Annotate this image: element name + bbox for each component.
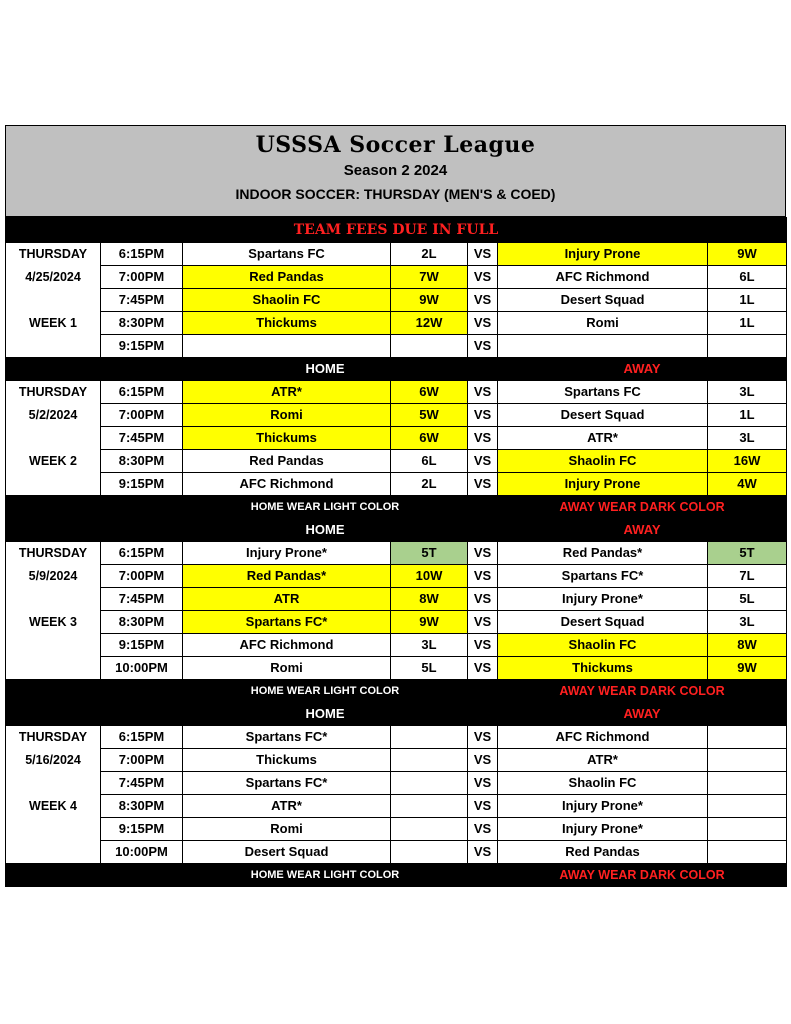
game-time: 9:15PM — [101, 634, 183, 657]
season-label: Season 2 2024 — [343, 162, 448, 179]
away-result — [708, 795, 787, 818]
league-title: USSSA Soccer League — [255, 132, 536, 158]
home-team: Romi — [183, 657, 391, 680]
match-row — [6, 611, 787, 634]
away-result: 16W — [708, 450, 787, 473]
vs-label: VS — [468, 749, 498, 772]
home-result — [391, 335, 468, 358]
fees-notice: TEAM FEES DUE IN FULL — [6, 218, 787, 243]
game-time: 6:15PM — [101, 542, 183, 565]
away-team: AFC Richmond — [498, 266, 708, 289]
away-team: Injury Prone* — [498, 795, 708, 818]
home-result — [391, 818, 468, 841]
away-team: Romi — [498, 312, 708, 335]
week-info-cell: 5/9/2024 — [6, 565, 101, 588]
week-info-cell: THURSDAY — [6, 243, 101, 266]
game-time: 7:00PM — [101, 749, 183, 772]
home-team: Romi — [183, 404, 391, 427]
game-time: 10:00PM — [101, 841, 183, 864]
bar-gap — [6, 358, 183, 381]
week-info-cell: 4/25/2024 — [6, 266, 101, 289]
home-label: HOME — [183, 358, 468, 381]
home-result: 2L — [391, 243, 468, 266]
week-info-cell — [6, 289, 101, 312]
away-team: Spartans FC* — [498, 565, 708, 588]
match-row — [6, 289, 787, 312]
game-time: 9:15PM — [101, 473, 183, 496]
vs-label: VS — [468, 312, 498, 335]
home-result: 9W — [391, 611, 468, 634]
vs-label: VS — [468, 427, 498, 450]
home-result: 5T — [391, 542, 468, 565]
away-result — [708, 749, 787, 772]
vs-label: VS — [468, 611, 498, 634]
match-row — [6, 404, 787, 427]
match-row — [6, 565, 787, 588]
week-info-cell — [6, 588, 101, 611]
week-info-cell: WEEK 1 — [6, 312, 101, 335]
bar-gap — [468, 703, 498, 726]
away-team: Red Pandas — [498, 841, 708, 864]
away-result: 1L — [708, 289, 787, 312]
home-result: 5W — [391, 404, 468, 427]
match-row — [6, 243, 787, 266]
home-label: HOME — [183, 519, 468, 542]
home-wear-note: HOME WEAR LIGHT COLOR — [183, 496, 468, 519]
away-team: Desert Squad — [498, 611, 708, 634]
away-result — [708, 335, 787, 358]
home-result: 9W — [391, 289, 468, 312]
home-team: ATR* — [183, 381, 391, 404]
away-result — [708, 841, 787, 864]
week-info-cell: THURSDAY — [6, 381, 101, 404]
home-team: Romi — [183, 818, 391, 841]
week-info-cell — [6, 473, 101, 496]
bar-gap — [468, 358, 498, 381]
game-time: 7:00PM — [101, 266, 183, 289]
game-time: 7:45PM — [101, 427, 183, 450]
home-team: Injury Prone* — [183, 542, 391, 565]
bar-gap — [6, 519, 183, 542]
game-time: 7:45PM — [101, 588, 183, 611]
home-result — [391, 726, 468, 749]
home-team: Spartans FC* — [183, 772, 391, 795]
away-team: Desert Squad — [498, 289, 708, 312]
home-result: 12W — [391, 312, 468, 335]
vs-label: VS — [468, 634, 498, 657]
home-result — [391, 772, 468, 795]
match-row — [6, 335, 787, 358]
game-time: 9:15PM — [101, 818, 183, 841]
wear-row — [6, 864, 787, 887]
home-result: 6L — [391, 450, 468, 473]
home-team: Thickums — [183, 427, 391, 450]
wear-row — [6, 496, 787, 519]
home-result: 6W — [391, 381, 468, 404]
away-team: Injury Prone* — [498, 588, 708, 611]
match-row — [6, 634, 787, 657]
week-info-cell — [6, 772, 101, 795]
game-time: 8:30PM — [101, 450, 183, 473]
schedule-header — [5, 125, 786, 217]
vs-label: VS — [468, 588, 498, 611]
match-row — [6, 588, 787, 611]
match-row — [6, 841, 787, 864]
home-team: Desert Squad — [183, 841, 391, 864]
vs-label: VS — [468, 450, 498, 473]
game-time: 6:15PM — [101, 381, 183, 404]
game-time: 10:00PM — [101, 657, 183, 680]
home-team: Spartans FC* — [183, 611, 391, 634]
match-row — [6, 795, 787, 818]
match-row — [6, 427, 787, 450]
home-away-row — [6, 703, 787, 726]
week-info-cell: 5/16/2024 — [6, 749, 101, 772]
game-time: 8:30PM — [101, 312, 183, 335]
away-result: 9W — [708, 657, 787, 680]
vs-label: VS — [468, 473, 498, 496]
home-result: 6W — [391, 427, 468, 450]
bar-gap — [6, 496, 183, 519]
away-result — [708, 772, 787, 795]
home-team: Thickums — [183, 749, 391, 772]
match-row — [6, 749, 787, 772]
vs-label: VS — [468, 335, 498, 358]
week-info-cell: THURSDAY — [6, 542, 101, 565]
home-result: 7W — [391, 266, 468, 289]
away-wear-note: AWAY WEAR DARK COLOR — [498, 864, 787, 887]
home-result: 5L — [391, 657, 468, 680]
game-time: 6:15PM — [101, 243, 183, 266]
bar-gap — [468, 519, 498, 542]
away-team: Shaolin FC — [498, 772, 708, 795]
away-result — [708, 726, 787, 749]
match-row — [6, 772, 787, 795]
away-team: Injury Prone* — [498, 818, 708, 841]
away-result: 5L — [708, 588, 787, 611]
week-info-cell: WEEK 4 — [6, 795, 101, 818]
home-result — [391, 749, 468, 772]
match-row — [6, 542, 787, 565]
bar-gap — [6, 680, 183, 703]
game-time: 7:00PM — [101, 404, 183, 427]
game-time: 7:00PM — [101, 565, 183, 588]
match-row — [6, 657, 787, 680]
home-team: Spartans FC — [183, 243, 391, 266]
schedule-subtitle: INDOOR SOCCER: THURSDAY (MEN'S & COED) — [235, 186, 556, 202]
home-team: ATR* — [183, 795, 391, 818]
week-info-cell — [6, 335, 101, 358]
home-result — [391, 795, 468, 818]
week-info-cell — [6, 634, 101, 657]
away-label: AWAY — [498, 519, 787, 542]
away-team: Injury Prone — [498, 243, 708, 266]
schedule-table — [5, 217, 787, 887]
home-wear-note: HOME WEAR LIGHT COLOR — [183, 864, 468, 887]
game-time: 8:30PM — [101, 611, 183, 634]
away-result: 5T — [708, 542, 787, 565]
home-result: 3L — [391, 634, 468, 657]
away-team: Shaolin FC — [498, 450, 708, 473]
away-team: AFC Richmond — [498, 726, 708, 749]
match-row — [6, 312, 787, 335]
vs-label: VS — [468, 657, 498, 680]
game-time: 7:45PM — [101, 772, 183, 795]
away-wear-note: AWAY WEAR DARK COLOR — [498, 496, 787, 519]
away-result — [708, 818, 787, 841]
home-team — [183, 335, 391, 358]
week-info-cell — [6, 818, 101, 841]
away-team: ATR* — [498, 749, 708, 772]
match-row — [6, 381, 787, 404]
away-result: 3L — [708, 611, 787, 634]
away-result: 3L — [708, 427, 787, 450]
home-result: 8W — [391, 588, 468, 611]
home-result: 2L — [391, 473, 468, 496]
bar-gap — [468, 864, 498, 887]
away-team: Spartans FC — [498, 381, 708, 404]
wear-row — [6, 680, 787, 703]
match-row — [6, 266, 787, 289]
away-team: ATR* — [498, 427, 708, 450]
away-result: 1L — [708, 312, 787, 335]
match-row — [6, 818, 787, 841]
away-team — [498, 335, 708, 358]
fees-notice-row — [6, 218, 787, 243]
vs-label: VS — [468, 381, 498, 404]
home-team: AFC Richmond — [183, 634, 391, 657]
game-time: 7:45PM — [101, 289, 183, 312]
away-team: Injury Prone — [498, 473, 708, 496]
vs-label: VS — [468, 404, 498, 427]
home-away-row — [6, 519, 787, 542]
away-label: AWAY — [498, 358, 787, 381]
home-team: Thickums — [183, 312, 391, 335]
game-time: 9:15PM — [101, 335, 183, 358]
bar-gap — [6, 864, 183, 887]
away-result: 9W — [708, 243, 787, 266]
week-info-cell: WEEK 3 — [6, 611, 101, 634]
week-info-cell — [6, 657, 101, 680]
vs-label: VS — [468, 289, 498, 312]
week-info-cell: 5/2/2024 — [6, 404, 101, 427]
vs-label: VS — [468, 542, 498, 565]
week-info-cell: THURSDAY — [6, 726, 101, 749]
vs-label: VS — [468, 795, 498, 818]
bar-gap — [6, 703, 183, 726]
away-result: 8W — [708, 634, 787, 657]
away-team: Red Pandas* — [498, 542, 708, 565]
vs-label: VS — [468, 243, 498, 266]
vs-label: VS — [468, 818, 498, 841]
away-team: Thickums — [498, 657, 708, 680]
away-result: 7L — [708, 565, 787, 588]
home-team: AFC Richmond — [183, 473, 391, 496]
vs-label: VS — [468, 266, 498, 289]
home-label: HOME — [183, 703, 468, 726]
home-team: ATR — [183, 588, 391, 611]
away-label: AWAY — [498, 703, 787, 726]
week-info-cell — [6, 841, 101, 864]
vs-label: VS — [468, 772, 498, 795]
home-result: 10W — [391, 565, 468, 588]
bar-gap — [468, 680, 498, 703]
away-result: 6L — [708, 266, 787, 289]
away-result: 1L — [708, 404, 787, 427]
match-row — [6, 726, 787, 749]
home-result — [391, 841, 468, 864]
bar-gap — [468, 496, 498, 519]
match-row — [6, 450, 787, 473]
home-team: Red Pandas* — [183, 565, 391, 588]
home-team: Shaolin FC — [183, 289, 391, 312]
vs-label: VS — [468, 565, 498, 588]
home-team: Red Pandas — [183, 450, 391, 473]
week-info-cell — [6, 427, 101, 450]
game-time: 6:15PM — [101, 726, 183, 749]
match-row — [6, 473, 787, 496]
home-wear-note: HOME WEAR LIGHT COLOR — [183, 680, 468, 703]
away-team: Desert Squad — [498, 404, 708, 427]
home-team: Spartans FC* — [183, 726, 391, 749]
week-info-cell: WEEK 2 — [6, 450, 101, 473]
vs-label: VS — [468, 841, 498, 864]
home-team: Red Pandas — [183, 266, 391, 289]
away-wear-note: AWAY WEAR DARK COLOR — [498, 680, 787, 703]
home-away-row — [6, 358, 787, 381]
game-time: 8:30PM — [101, 795, 183, 818]
away-result: 4W — [708, 473, 787, 496]
away-result: 3L — [708, 381, 787, 404]
vs-label: VS — [468, 726, 498, 749]
away-team: Shaolin FC — [498, 634, 708, 657]
